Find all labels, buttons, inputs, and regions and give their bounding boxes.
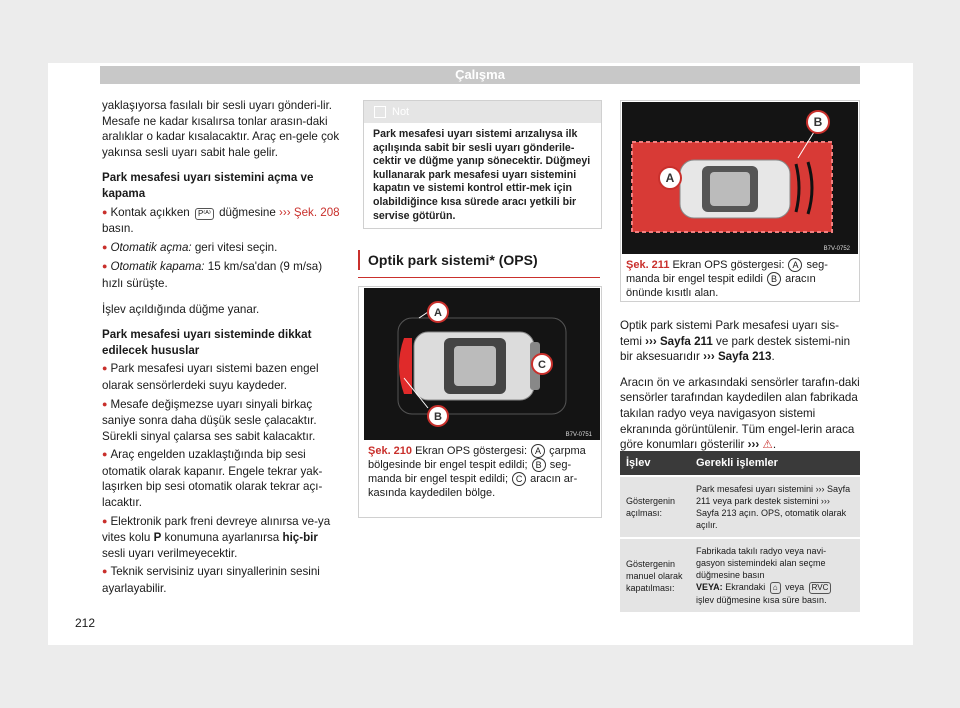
page-link[interactable]: ››› Sayfa 213: [703, 350, 772, 364]
note-icon: [374, 106, 386, 118]
heading-on-off: Park mesafesi uyarı sistemini açma ve kapama: [102, 171, 314, 200]
page-link[interactable]: ››› Sayfa 211: [645, 334, 713, 348]
bullet-distance: ● Mesafe değişmezse uyarı sinyali birkaç saniye sonra daha düşük sesle çalacaktır. Sürekli sinyal çalarsa ses sabit kalacaktır.: [102, 397, 342, 445]
intro-text: yaklaşıyorsa fasılalı bir sesli uyarı gönderi-lir. Mesafe ne kadar kısalırsa tonlar arasın-daki aralıklar o kadar kısalacaktır. Araç en-gele çok yakınsa sesli uyarı sabit hale gelir.: [102, 99, 340, 159]
ops-intro: Optik park sistemi Park mesafesi uyarı sis-temi ››› Sayfa 211 ve park destek sistemi-nin bir aksesuarıdır ››› Sayfa 213.: [620, 319, 851, 364]
table-header-cell: İşlev: [620, 451, 690, 476]
function-table: [620, 451, 860, 612]
bullet-auto-off: ● Otomatik kapama: 15 km/sa'dan (9 m/sa) hızlı sürüşte.: [102, 259, 342, 291]
rvc-button-icon: RVC: [809, 582, 832, 594]
svg-text:B: B: [434, 411, 442, 423]
section-title: Optik park sistemi* (OPS): [358, 250, 600, 278]
svg-text:A: A: [434, 307, 442, 319]
bullet-service: ● Teknik servisiniz uyarı sinyallerinin sesini ayarlayabilir.: [102, 564, 342, 596]
view-button-icon: ⌂: [770, 582, 781, 594]
page-header: Çalışma: [100, 66, 860, 84]
table-header: [620, 451, 860, 476]
table-cell: Göstergenin manuel olarak kapatılması:: [620, 538, 690, 612]
table-row: [620, 538, 860, 612]
bullet-move-away: ● Araç engelden uzaklaştığında bip sesi otomatik olarak kapanır. Engele tekrar yak-laşırken bip sesi otomatik olarak tekrar açı-lacaktır.: [102, 447, 342, 510]
column-left: [102, 98, 342, 597]
figure-211-image: [622, 102, 858, 254]
bullet-auto-on: ● Otomatik açma: geri vitesi seçin.: [102, 240, 342, 257]
svg-text:C: C: [538, 359, 546, 371]
ops-description: Aracın ön ve arkasındaki sensörler tarafın-daki sensörler tarafından kaydedilen alan fabrikada takılan radyo veya navigasyon sistemi ekranında görüntülenir. Tüm engel-lerin araca göre konumları gösterilir ››› ⚠.: [620, 375, 860, 452]
table-header-cell: Gerekli işlemler: [690, 451, 860, 476]
note-box: [363, 100, 602, 229]
warning-icon: ⚠: [762, 438, 773, 452]
column-right: [620, 318, 860, 463]
heading-notes: Park mesafesi uyarı sisteminde dikkat edilecek hususlar: [102, 328, 312, 357]
figure-code: B7V-0751: [565, 432, 592, 438]
table-cell: Göstergenin açılması:: [620, 476, 690, 538]
figure-211-caption: Şek. 211 Ekran OPS göstergesi: A seg-manda bir engel tespit edildi B aracın önünde kısıtlı alan.: [626, 259, 828, 299]
page-number: 212: [75, 616, 96, 630]
park-button-icon: P⁽ᴬ⁾: [195, 208, 214, 220]
table-cell: Fabrikada takılı radyo veya navi-gasyon sistemindeki alan seçme düğmesine basın VEYA: Ekrandaki ⌂ veya RVC işlev düğmesine kısa süre basın.: [690, 538, 860, 612]
note-text: Park mesafesi uyarı sistemi arızalıysa ilk açılışında sabit bir sesli uyarı gönderile-cektir ve düğme yanıp sönecektir. Düğmeyi kullanarak park mesafesi uyarı sistemini kapatın ve sistemi kontrol ettir-mek için olabildiğince kısa sürede aracı yetkili bir servise götürün.: [373, 128, 591, 222]
note-header: Not: [364, 101, 601, 123]
function-on-text: İşlev açıldığında düğme yanar.: [102, 302, 260, 316]
table-row: [620, 476, 860, 538]
svg-text:A: A: [665, 171, 675, 185]
bullet-ignition: ● Kontak açıkken P⁽ᴬ⁾ düğmesine ››› Şek. 208 basın.: [102, 205, 342, 237]
section-accent-bar: [358, 250, 360, 270]
figure-210-image: [364, 288, 600, 440]
bullet-park-brake: ● Elektronik park freni devreye alınırsa ve-ya vites kolu P konumuna ayarlanırsa hiç-bir sesli uyarı verilmeyecektir.: [102, 514, 342, 562]
figure-210-caption: Şek. 210 Ekran OPS göstergesi: A çarpma bölgesinde bir engel tespit edildi; B seg-manda bir engel tespit edildi; C aracın ar-kasında kaydedilen bölge.: [368, 445, 586, 499]
table-cell: Park mesafesi uyarı sistemini ››› Sayfa 211 veya park destek sistemini ››› Sayfa 213 açın. OPS, otomatik olarak açılır.: [690, 476, 860, 538]
figure-link[interactable]: ››› Şek. 208: [279, 205, 340, 219]
figure-code: B7V-0752: [823, 246, 850, 252]
svg-text:B: B: [813, 115, 823, 129]
bullet-water: ● Park mesafesi uyarı sistemi bazen engel olarak sensörlerdeki suyu kaydeder.: [102, 361, 342, 393]
